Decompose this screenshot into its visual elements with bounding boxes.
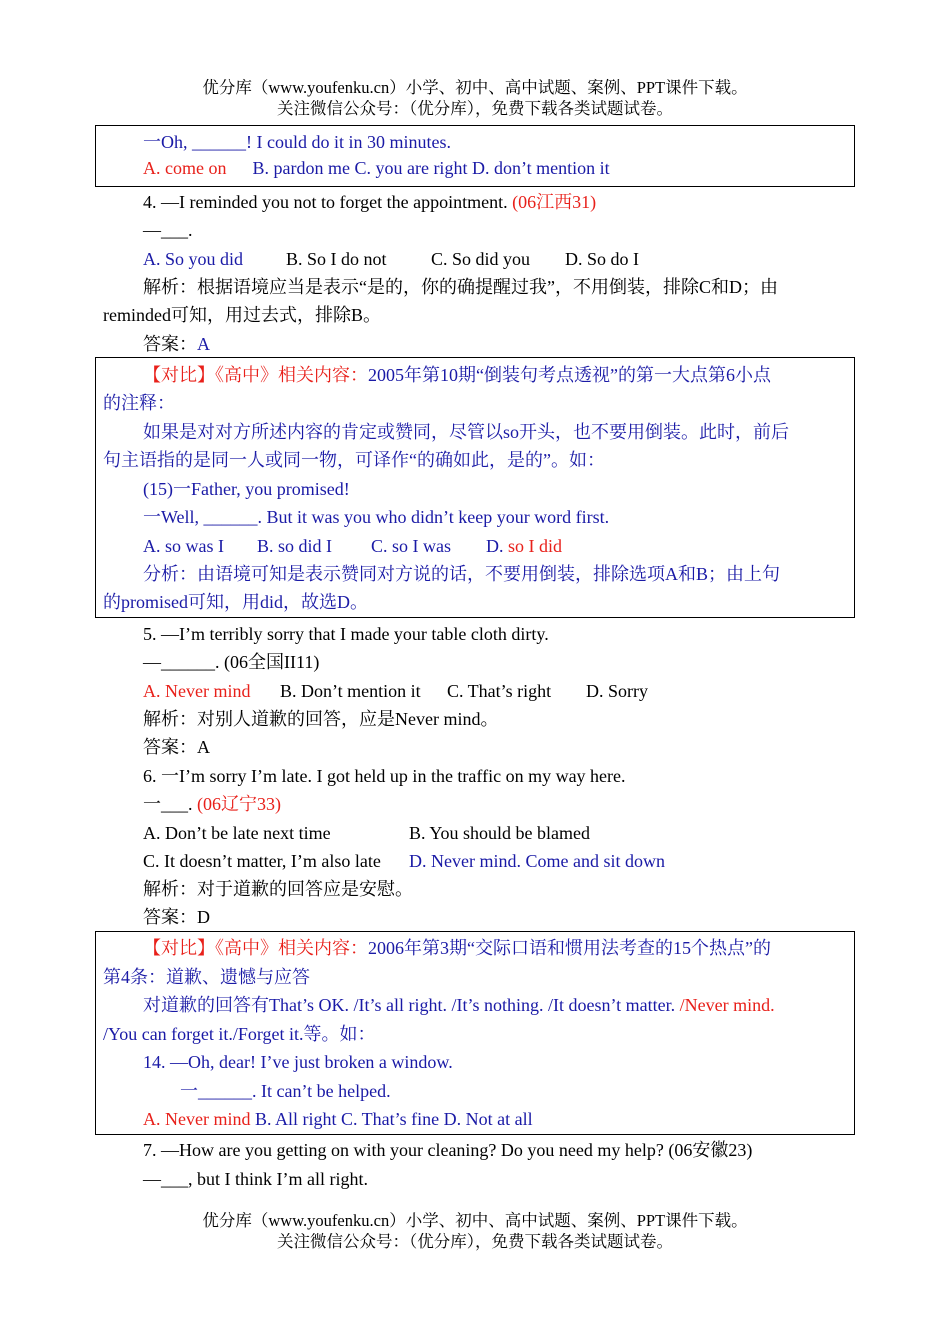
- q4-analysis-1: 解析：根据语境应当是表示“是的，你的确提醒过我”，不用倒装，排除C和D；由: [143, 277, 778, 297]
- box2-option-d-text: so I did: [508, 536, 562, 556]
- q5-option-b: B. Don’t mention it: [280, 681, 421, 701]
- q4-stem: [143, 191, 596, 213]
- q6-option-b: B. You should be blamed: [409, 823, 591, 843]
- page-footer: [0, 1210, 950, 1252]
- box3-para-1: [143, 994, 775, 1016]
- q4-option-d: D. So do I: [565, 249, 640, 269]
- q4-option-a: A. So you did: [143, 249, 244, 269]
- q6-source: (06辽宁33): [197, 794, 281, 814]
- box2-title-rest: 2005年第10期“倒装句考点透视”的第一大点第6小点: [368, 365, 771, 385]
- box3-title-2: 第4条：道歉、遗憾与应答: [103, 967, 310, 987]
- q6-option-a: A. Don’t be late next time: [143, 823, 331, 843]
- q4-analysis-2: reminded可知，用过去式，排除B。: [103, 305, 381, 325]
- box3-para-1-text: 对道歉的回答有That’s OK. /It’s all right. /It’s nothing. /It doesn’t matter.: [143, 995, 676, 1015]
- box3-tag: 【对比】《高中》相关内容：: [143, 938, 368, 958]
- box3-option-a: A. Never mind: [143, 1109, 251, 1129]
- box2-option-c: C. so I was: [371, 536, 451, 556]
- q5-option-c: C. That’s right: [447, 681, 552, 701]
- q4-reply: —___.: [143, 220, 193, 240]
- box2-example-1: (15)一Father, you promised!: [143, 479, 350, 499]
- box3-title-rest: 2006年第3期“交际口语和惯用法考查的15个热点”的: [368, 938, 771, 958]
- box1-option-a: A. come on: [143, 158, 227, 178]
- box2-title: [143, 364, 771, 386]
- q6-option-c: C. It doesn’t matter, I’m also late: [143, 851, 381, 871]
- q5-option-d: D. Sorry: [586, 681, 648, 701]
- box1-question: 一Oh, ______! I could do it in 30 minutes.: [143, 132, 451, 152]
- box2-option-b: B. so did I: [257, 536, 333, 556]
- q4-option-c: C. So did you: [431, 249, 531, 269]
- box2-option-d: [486, 535, 562, 557]
- page-header: [0, 77, 950, 119]
- q7-stem: 7. —How are you getting on with your cleaning? Do you need my help? (06安徽23): [143, 1140, 753, 1160]
- q6-answer: 答案：D: [143, 907, 210, 927]
- box3-para-2: /You can forget it./Forget it.等。如：: [103, 1024, 376, 1044]
- box1-options: [143, 157, 610, 179]
- box2-option-a: A. so was I: [143, 536, 224, 556]
- q4-options: [143, 248, 640, 270]
- q5-option-a: A. Never mind: [143, 681, 251, 701]
- box2-tag: 【对比】《高中》相关内容：: [143, 365, 368, 385]
- footer-line-2: 关注微信公众号：（优分库），免费下载各类试题试卷。: [277, 1232, 673, 1251]
- q5-analysis: 解析：对别人道歉的回答，应是Never mind。: [143, 709, 499, 729]
- q4-answer-label: 答案：: [143, 334, 197, 354]
- header-line-2: 关注微信公众号：（优分库），免费下载各类试题试卷。: [277, 99, 673, 118]
- box3-title: [143, 937, 771, 959]
- q5-stem: 5. —I’m terribly sorry that I made your table cloth dirty.: [143, 624, 549, 644]
- box2-example-2: 一Well, ______. But it was you who didn’t keep your word first.: [143, 507, 610, 527]
- box2-para-2: 句主语指的是同一人或同一物，可译作“的确如此，是的”。如：: [103, 450, 605, 470]
- box3-example-1: 14. —Oh, dear! I’ve just broken a window.: [143, 1052, 453, 1072]
- q6-option-d: D. Never mind. Come and sit down: [409, 851, 665, 871]
- q6-stem: 6. 一I’m sorry I’m late. I got held up in the traffic on my way here.: [143, 766, 626, 786]
- q4-option-b: B. So I do not: [286, 249, 387, 269]
- box2-para-1: 如果是对对方所述内容的肯定或赞同，尽管以so开头，也不要用倒装。此时，前后: [143, 422, 790, 442]
- q6-options-row-2: [143, 850, 665, 872]
- q6-reply-text: 一___.: [143, 794, 193, 814]
- q6-options-row-1: [143, 822, 591, 844]
- q5-options: [143, 680, 648, 702]
- q6-reply: [143, 793, 281, 815]
- q4-answer: [143, 333, 210, 355]
- footer-line-1: 优分库（www.youfenku.cn）小学、初中、高中试题、案例、PPT课件下载。: [202, 1211, 748, 1230]
- q7-reply: —___, but I think I’m all right.: [143, 1169, 368, 1189]
- box2-option-d-label: D.: [486, 536, 504, 556]
- q5-reply: —______. (06全国II11): [143, 652, 320, 672]
- box2-analysis-2: 的promised可知，用did，故选D。: [103, 592, 368, 612]
- header-line-1: 优分库（www.youfenku.cn）小学、初中、高中试题、案例、PPT课件下载。: [202, 78, 748, 97]
- q4-stem-text: 4. —I reminded you not to forget the appointment.: [143, 192, 508, 212]
- box3-options: [143, 1108, 533, 1130]
- box2-options: [143, 535, 562, 557]
- box3-options-bcd: B. All right C. That’s fine D. Not at all: [254, 1109, 533, 1129]
- q6-analysis: 解析：对于道歉的回答应是安慰。: [143, 879, 413, 899]
- box3-example-2: 一______. It can’t be helped.: [180, 1081, 391, 1101]
- q4-source: (06江西31): [512, 192, 597, 212]
- box1-options-bcd: B. pardon me C. you are right D. don’t mention it: [252, 158, 610, 178]
- box2-title-2: 的注释：: [103, 393, 175, 413]
- box3-para-1-highlight: /Never mind.: [679, 995, 775, 1015]
- box2-analysis-1: 分析：由语境可知是表示赞同对方说的话，不要用倒装，排除选项A和B；由上句: [143, 564, 781, 584]
- q4-answer-value: A: [197, 334, 210, 354]
- q5-answer: 答案：A: [143, 737, 210, 757]
